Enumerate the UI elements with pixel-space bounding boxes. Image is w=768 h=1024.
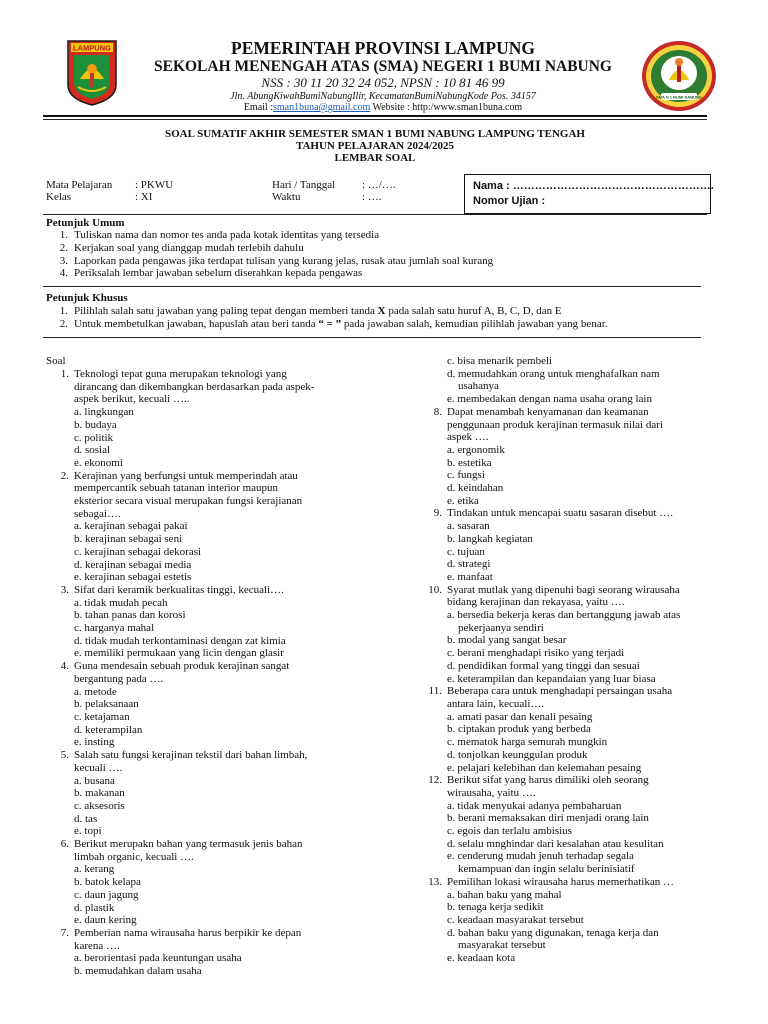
petunjuk-khusus-list xyxy=(52,305,608,331)
option-b[interactable]: b. pelaksanaan xyxy=(74,698,139,711)
khusus-divider xyxy=(43,337,701,338)
kop-divider-thin xyxy=(43,119,707,120)
question-10: 10. Syarat mutlak yang dipenuhi bagi seorang wirausaha bidang kerajinan dan rekayasa, yaitu …. a. bersedia bekerja keras dan bertanggung jawab atas pekerjaanya sendiri b. modal yang sangat besar c. berani menghadapi risiko yang terjadi d. pendidikan formal yang tinggi dan sesuai e. keterampilan dan kepandaian yang luar biasa xyxy=(425,584,725,686)
question-text: Dapat menambah kenyamanan dan keamanan penggunaan produk kerajinan termasuk nilai dari aspek …. xyxy=(447,405,663,444)
option-e[interactable]: e. topi xyxy=(74,825,102,838)
list-item: 4. Periksalah lembar jawaban sebelum diserahkan kepada pengawas xyxy=(59,267,363,280)
mark-x: X xyxy=(377,305,386,317)
question-text: Berikut merupakn bahan yang termasuk jenis bahan limbah organic, kecuali …. xyxy=(74,838,303,863)
option-c[interactable]: c. daun jagung xyxy=(74,888,139,901)
question-text: Pemberian nama wirausaha harus berpikir ke depan karena …. xyxy=(74,926,302,952)
mapel-value: : PKWU xyxy=(135,179,174,191)
option-c[interactable]: c. politik xyxy=(74,431,114,444)
question-5: 5. Salah satu fungsi kerajinan tekstil dari bahan limbah, kecuali …. a. busana b. makanan c. aksesoris d. tas e. topi xyxy=(52,749,392,838)
question-1: 1. Teknologi tepat guna merupakan teknologi yang dirancang dan dikembangkan berdasarkan pada aspek- aspek berikut, kecuali ….. a. lingkungan b. budaya c. politik d. sosial e. ekonomi xyxy=(52,368,392,470)
school-logo xyxy=(639,38,719,114)
umum-divider xyxy=(43,286,701,287)
question-text: Tindakan untuk mencapai suatu sasaran disebut …. xyxy=(447,507,673,520)
option-d[interactable]: d. strategi xyxy=(447,558,491,571)
option-b[interactable]: b. estetika xyxy=(447,456,492,469)
mark-equal: “ = ” xyxy=(318,317,342,330)
option-c[interactable]: c. egois dan terlalu ambisius xyxy=(447,825,572,838)
question-9: 9. Tindakan untuk mencapai suatu sasaran disebut …. a. sasaran b. langkah kegiatan c. tujuan d. strategi e. manfaat xyxy=(425,507,725,583)
lampung-logo-text: LAMPUNG xyxy=(73,43,111,53)
option-e[interactable]: e. kerajinan sebagai estetis xyxy=(74,571,192,584)
list-item: 3. Laporkan pada pengawas jika terdapat tulisan yang kurang jelas, rusak atau jumlah soal kurang xyxy=(59,254,494,267)
identity-box[interactable] xyxy=(464,174,714,214)
list-item: 1. Tuliskan nama dan nomor tes anda pada kotak identitas yang tersedia xyxy=(59,229,380,241)
question-2: 2. Kerajinan yang berfungsi untuk memperindah atau mempercantik sebuah tatanan interior maupun eksterior secara visual merupakan fungsi kerajianan sebagai…. a. kerajinan sebagai pakai b. kerajinan sebagai seni c. kerajinan sebagai dekorasi d. kerajinan sebagai media e. kerajinan sebagai estetis xyxy=(52,470,392,584)
option-d[interactable]: d. keterampilan xyxy=(74,723,143,736)
option-c[interactable]: c. fungsi xyxy=(447,469,485,482)
email-link[interactable]: sman1buna@gmail.com xyxy=(272,102,371,113)
soal-label: Soal xyxy=(46,355,66,367)
option-a[interactable]: a. tidak mudah pecah xyxy=(74,596,168,609)
question-text: Guna mendesain sebuah produk kerajinan sangat bergantung pada …. xyxy=(74,660,290,685)
exam-title: SOAL SUMATIF AKHIR SEMESTER SMAN 1 BUMI NABUNG LAMPUNG TENGAH xyxy=(165,128,585,140)
option-a[interactable]: a. bersedia bekerja keras dan bertanggung jawab atas pekerjaanya sendiri xyxy=(447,609,681,634)
option-a[interactable]: a. busana xyxy=(74,774,115,787)
kop-divider xyxy=(43,115,707,117)
option-d[interactable]: d. plastik xyxy=(74,901,115,914)
mapel-label: Mata Pelajaran xyxy=(46,179,113,191)
school-logo-text: SMA N 1 BUMI NABUNG xyxy=(655,94,703,100)
option-e[interactable]: e. daun kering xyxy=(74,914,137,927)
question-text: Kerajinan yang berfungsi untuk memperindah atau mempercantik sebuah tatanan interior maupun eksterior secara visual merupakan fungsi kerajianan sebagai…. xyxy=(74,469,303,520)
option-e[interactable]: e. memiliki permukaan yang licin dengan glasir xyxy=(74,647,284,660)
option-b[interactable]: b. berani memaksakan diri menjadi orang lain xyxy=(447,812,649,825)
question-text: Pemilihan lokasi wirausaha harus memerhatikan … xyxy=(447,875,674,888)
exam-year: TAHUN PELAJARAN 2024/2025 xyxy=(295,140,455,152)
option-a[interactable]: a. tidak menyukai adanya pembaharuan xyxy=(447,799,622,812)
option-c[interactable]: c. bisa menarik pembeli xyxy=(447,355,553,367)
option-c[interactable]: c. harganya mahal xyxy=(74,622,155,635)
question-3: 3. Sifat dari keramik berkualitas tinggi, kecuali…. a. tidak mudah pecah b. tahan panas dan korosi c. harganya mahal d. tidak mudah terkontaminasi dengan zat kimia e. memiliki permukaan yang licin dengan glasir xyxy=(52,584,392,660)
exam-sheet-label: LEMBAR SOAL xyxy=(334,152,416,164)
petunjuk-khusus-title: Petunjuk Khusus xyxy=(46,292,128,304)
option-a[interactable]: a. berorientasi pada keuntungan usaha xyxy=(74,952,242,965)
question-text: Salah satu fungsi kerajinan tekstil dari bahan limbah, kecuali …. xyxy=(74,749,308,774)
option-d[interactable]: d. pendidikan formal yang tinggi dan sesuai xyxy=(447,659,640,672)
question-13: 13. Pemilihan lokasi wirausaha harus memerhatikan … a. bahan baku yang mahal b. tenaga kerja sedikit c. keadaan masyarakat tersebut d. bahan baku yang digunakan, tenaga kerja dan masyarakat tersebut e. keadaan kota xyxy=(425,876,725,965)
questions-right-column xyxy=(425,355,725,965)
option-e[interactable]: e. membedakan dengan nama usaha orang lain xyxy=(447,393,652,406)
nomor-ujian-field[interactable]: Nomor Ujian : xyxy=(473,195,546,207)
option-b[interactable]: b. ciptakan produk yang berbeda xyxy=(447,723,591,736)
option-e[interactable]: e. keterampilan dan kepandaian yang luar biasa xyxy=(447,672,656,685)
petunjuk-umum-title: Petunjuk Umum xyxy=(46,217,125,229)
option-c[interactable]: c. tujuan xyxy=(447,545,485,558)
option-b[interactable]: b. langkah kegiatan xyxy=(447,532,533,545)
list-item: 1. Pilihlah salah satu jawaban yang paling tepat dengan memberi tanda X pada salah satu huruf A, B, C, D, dan E xyxy=(59,305,562,317)
option-e[interactable]: e. manfaat xyxy=(447,570,493,583)
option-a[interactable]: a. kerang xyxy=(74,863,115,876)
question-4: 4. Guna mendesain sebuah produk kerajinan sangat bergantung pada …. a. metode b. pelaksanaan c. ketajaman d. keterampilan e. insting xyxy=(52,660,392,749)
option-b[interactable]: b. budaya xyxy=(74,418,117,431)
question-7-continued xyxy=(425,355,725,406)
option-b[interactable]: b. tenaga kerja sedikit xyxy=(447,901,544,914)
question-6: 6. Berikut merupakn bahan yang termasuk jenis bahan limbah organic, kecuali …. a. kerang b. batok kelapa c. daun jagung d. plastik e. daun kering xyxy=(52,838,392,927)
option-e[interactable]: e. ekonomi xyxy=(74,456,123,469)
question-12: 12. Berikut sifat yang harus dimiliki oleh seorang wirausaha, yaitu …. a. tidak menyukai adanya pembaharuan b. berani memaksakan diri menjadi orang lain c. egois dan terlalu ambisius d. selalu mnghindar dari kesalahan atau kesulitan e. cenderung mudah jenuh terhadap segala kemampuan dan ingin selalu berinisiatif xyxy=(425,774,725,876)
option-d[interactable]: d. memudahkan orang untuk menghafalkan nam usahanya xyxy=(447,367,660,393)
option-d[interactable]: d. tas xyxy=(74,812,98,825)
nama-field[interactable]: Nama : ………………………………………………. xyxy=(473,180,714,192)
option-b[interactable]: b. modal yang sangat besar xyxy=(447,634,567,647)
option-c[interactable]: c. berani menghadapi risiko yang terjadi xyxy=(447,647,625,660)
question-8: 8. Dapat menambah kenyamanan dan keamanan penggunaan produk kerajinan termasuk nilai dari aspek …. a. ergonomik b. estetika c. fungsi d. keindahan e. etika xyxy=(425,406,725,508)
option-a[interactable]: a. kerajinan sebagai pakai xyxy=(74,520,188,533)
option-d[interactable]: d. sosial xyxy=(74,444,111,457)
option-e[interactable]: e. pelajari kelebihan dan kelemahan pesaing xyxy=(447,761,642,774)
option-e[interactable]: e. keadaan kota xyxy=(447,952,516,965)
option-b[interactable]: b. tahan panas dan korosi xyxy=(74,609,186,622)
kop-nss: NSS : 30 11 20 32 24 052, NPSN : 10 81 46 99 xyxy=(261,75,505,90)
question-text: Beberapa cara untuk menghadapi persaingan usaha antara lain, kecuali…. xyxy=(447,685,673,710)
website-text: Website : http:/www.sman1buna.com xyxy=(370,102,523,113)
list-item: 2. Kerjakan soal yang dianggap mudah terlebih dahulu xyxy=(59,241,304,254)
option-a[interactable]: a. amati pasar dan kenali pesaing xyxy=(447,710,593,723)
kop-contact xyxy=(130,102,636,113)
waktu-value: : …. xyxy=(362,191,382,203)
option-d[interactable]: d. tidak mudah terkontaminasi dengan zat kimia xyxy=(74,634,286,647)
option-d[interactable]: d. keindahan xyxy=(447,482,504,495)
option-a[interactable]: a. ergonomik xyxy=(447,443,505,456)
kop-province: PEMERINTAH PROVINSI LAMPUNG xyxy=(231,38,535,58)
petunjuk-umum-list xyxy=(52,229,493,280)
option-b[interactable]: b. kerajinan sebagai seni xyxy=(74,533,183,546)
option-d[interactable]: d. kerajinan sebagai media xyxy=(74,558,192,571)
kelas-label: Kelas xyxy=(46,191,72,203)
question-text: Sifat dari keramik berkualitas tinggi, kecuali…. xyxy=(74,583,284,596)
question-text: Teknologi tepat guna merupakan teknologi yang dirancang dan dikembangkan berdasarkan pada aspek- aspek berikut, kecuali ….. xyxy=(74,368,315,406)
option-b[interactable]: b. makanan xyxy=(74,787,125,800)
questions-left-column xyxy=(52,368,392,978)
option-a[interactable]: a. sasaran xyxy=(447,520,490,533)
option-d[interactable]: d. tonjolkan keunggulan produk xyxy=(447,748,588,761)
waktu-label: Waktu xyxy=(272,191,301,203)
question-text: Syarat mutlak yang dipenuhi bagi seorang wirausaha bidang kerajinan dan rekayasa, yaitu …. xyxy=(447,583,680,609)
option-b[interactable]: b. batok kelapa xyxy=(74,876,141,889)
option-a[interactable]: a. bahan baku yang mahal xyxy=(447,888,562,901)
option-c[interactable]: c. mematok harga semurah mungkin xyxy=(447,736,608,749)
option-a[interactable]: a. metode xyxy=(74,685,117,698)
option-e[interactable]: e. insting xyxy=(74,736,115,749)
question-7: 7. Pemberian nama wirausaha harus berpikir ke depan karena …. a. berorientasi pada keuntungan usaha b. memudahkan dalam usaha xyxy=(52,927,392,978)
meta-divider xyxy=(43,214,707,215)
option-d[interactable]: d. bahan baku yang digunakan, tenaga kerja dan masyarakat tersebut xyxy=(447,926,659,952)
option-a[interactable]: a. lingkungan xyxy=(74,406,134,419)
question-11: 11. Beberapa cara untuk menghadapi persaingan usaha antara lain, kecuali…. a. amati pasar dan kenali pesaing b. ciptakan produk yang berbeda c. mematok harga semurah mungkin d. tonjolkan keunggulan produk e. pelajari kelebihan dan kelemahan pesaing xyxy=(425,685,725,774)
option-e[interactable]: e. cenderung mudah jenuh terhadap segala kemampuan dan ingin selalu berinisiatif xyxy=(447,850,635,876)
question-text: Berikut sifat yang harus dimiliki oleh seorang wirausaha, yaitu …. xyxy=(447,774,649,799)
option-c[interactable]: c. keadaan masyarakat tersebut xyxy=(447,913,584,926)
hari-label: Hari / Tanggal xyxy=(272,179,336,191)
option-c[interactable]: c. ketajaman xyxy=(74,710,130,723)
option-b[interactable]: b. memudahkan dalam usaha xyxy=(74,965,202,978)
kop-school-name: SEKOLAH MENENGAH ATAS (SMA) NEGERI 1 BUMI NABUNG xyxy=(153,58,612,75)
option-e[interactable]: e. etika xyxy=(447,494,479,507)
hari-value: : …/…. xyxy=(362,179,396,191)
email-label: Email : xyxy=(243,102,273,113)
kop-address: Jln. AbungKiwahBumiNabungIlir, KecamatanBumiNabungKode Pos. 34157 xyxy=(230,91,536,102)
option-c[interactable]: c. aksesoris xyxy=(74,799,125,812)
lampung-province-logo xyxy=(66,39,118,107)
option-d[interactable]: d. selalu mnghindar dari kesalahan atau kesulitan xyxy=(447,837,664,850)
kelas-value: : XI xyxy=(135,191,153,203)
option-c[interactable]: c. kerajinan sebagai dekorasi xyxy=(74,545,202,558)
list-item: 2. Untuk membetulkan jawaban, hapuslah atau beri tanda “ = ” pada jawaban salah, kemudian pilihlah jawaban yang benar. xyxy=(59,317,608,330)
